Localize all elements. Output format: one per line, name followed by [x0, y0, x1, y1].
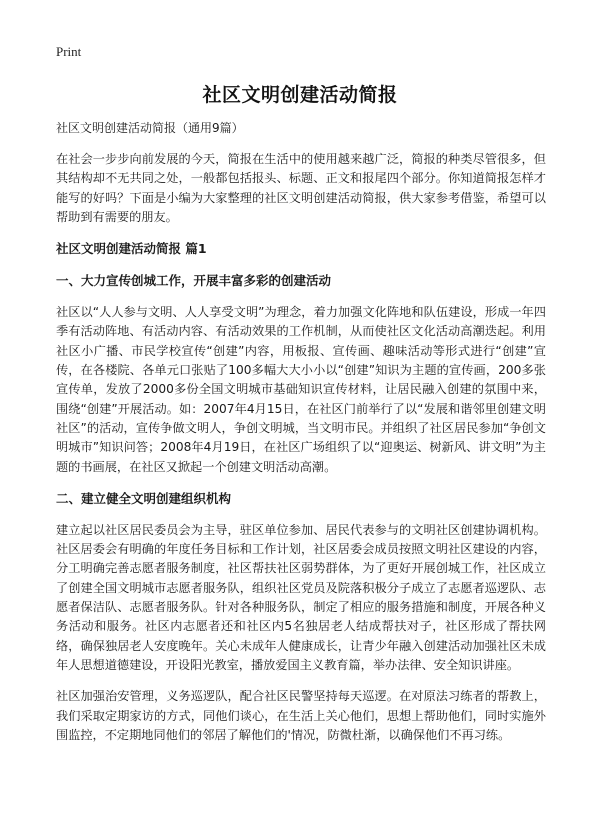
document-subtitle: 社区文明创建活动简报（通用9篇）: [56, 121, 244, 135]
section-2-heading: 二、建立健全文明创建组织机构: [56, 490, 232, 506]
section-2-paragraph-2: 社区加强治安管理，义务巡逻队，配合社区民警坚持每天巡逻。在对原法习练者的帮教上，我们采取定期家访的方式，同他们谈心，在生活上关心他们，思想上帮助他们，同时实施外围监控，不定期地同他们的邻居了解他们的'情况，防微杜渐，以确保他们不再习练。: [56, 689, 546, 742]
section-1-heading: 一、大力宣传创城工作，开展丰富多彩的创建活动: [56, 273, 332, 289]
document-title: 社区文明创建活动简报: [202, 84, 398, 106]
section-2-paragraph-1: 建立起以社区居民委员会为主导，驻区单位参加、居民代表参与的文明社区创建协调机构。社区居委会有明确的年度任务目标和工作计划，社区居委会成员按照文明社区建设的内容，分工明确完善志愿者服务制度，社区帮扶社区弱势群体，为了更好开展创城工作，社区成立了创建全国文明城市志愿者服务队，组织社区党员及院落积极分子成立了志愿者巡逻队、志愿者保洁队、志愿者服务队。针对各种服务队，制定了相应的服务措施和制度，开展各种义务活动和服务。社区内志愿者还和社区内5名独居老人结成帮扶对子，社区形成了帮扶网络，确保独居老人安度晚年。关心未成年人健康成长，让青少年融入创建活动加强社区未成年人思想道德建设，开设阳光教室，播放爱国主义教育篇，举办法律、安全知识讲座。: [56, 522, 546, 672]
print-link[interactable]: Print: [56, 44, 82, 59]
document-body: [56, 118, 546, 757]
section-1-paragraph-1: 社区以“人人参与文明、人人享受文明”为理念，着力加强文化阵地和队伍建设，形成一年四季有活动阵地、有活动内容、有活动效果的工作机制，从而使社区文化活动高潮迭起。利用社区小广播、市民学校宣传“创建”内容，用板报、宣传画、趣味活动等形式进行“创建”宣传，在各楼院、各单元口张贴了100多幅大大小小以“创建”知识为主题的宣传画，200多张宣传单，发放了2000多份全国文明城市基础知识宣传材料，让居民融入创建的氛围中来，围绕“创建”开展活动。如：2007年4月15日，在社区门前举行了以“发展和谐邻里创建文明社区”的活动，宣传争做文明人，争创文明城，当文明市民。并组织了社区居民参加“争创文明城市”知识问答；2008年4月19日，在社区广场组织了以“迎奥运、树新风、讲文明”为主题的书画展，在社区又掀起一个创建文明活动高潮。: [56, 305, 546, 474]
article-heading: 社区文明创建活动简报 篇1: [56, 241, 207, 257]
intro-paragraph: 在社会一步步向前发展的今天，简报在生活中的使用越来越广泛，简报的种类尽管很多，但其结构却不无共同之处，一般都包括报头、标题、正文和报尾四个部分。你知道简报怎样才能写的好吗？下面是小编为大家整理的社区文明创建活动简报，供大家参考借鉴，希望可以帮助到有需要的朋友。: [56, 152, 546, 224]
